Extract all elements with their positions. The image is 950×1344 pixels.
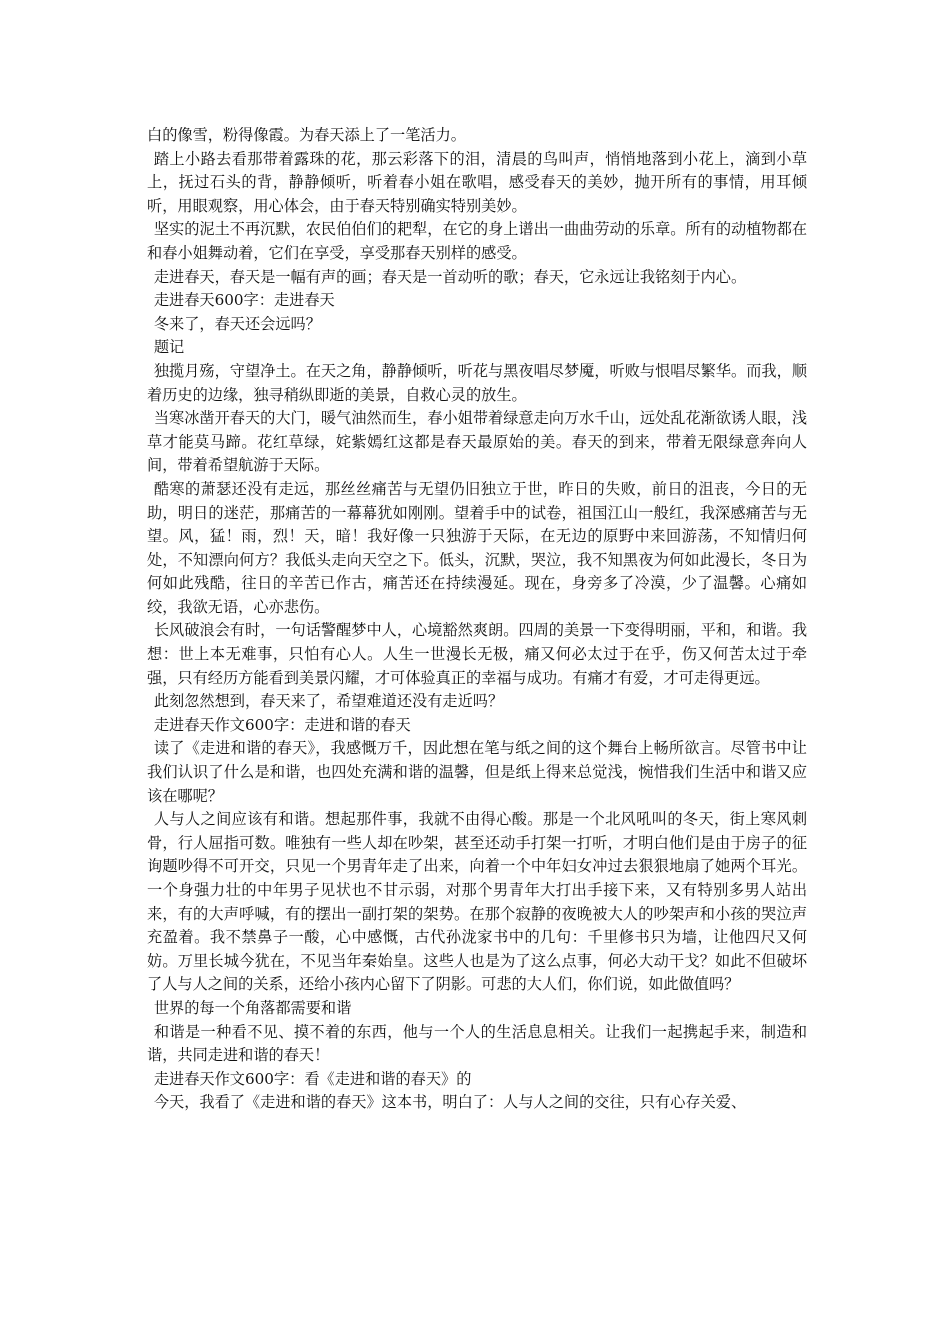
document-body bbox=[147, 124, 807, 1115]
paragraph-6: 冬来了，春天还会远吗？ bbox=[153, 314, 321, 333]
section-heading-1: 走进春天600字：走进春天 bbox=[153, 291, 335, 310]
paragraph-17: 和谐是一种看不见、摸不着的东西，他与一个人的生活息息相关。让我们一起携起手来，制造和谐，共同走进和谐的春天！ bbox=[147, 1022, 807, 1065]
paragraph-3: 坚实的泥土不再沉默，农民伯伯们的耙犁，在它的身上谱出一曲曲劳动的乐章。所有的动植物都在和春小姐舞动着，它们在享受，享受那春天别样的感受。 bbox=[147, 220, 807, 262]
section-heading-2: 走进春天作文600字：走进和谐的春天 bbox=[153, 715, 411, 734]
paragraph-15: 人与人之间应该有和谐。想起那件事，我就不由得心酸。那是一个北风吼叫的冬天，街上寒风刺骨，行人屈指可数。唯独有一些人却在吵架，甚至还动手打架一打听，才明白他们是由于房子的征询题吵得不可开交，只见一个男青年走了出来，向着一个中年妇女冲过去狠狠地扇了她两个耳光。一个身强力壮的中年男子见状也不甘示弱，对那个男青年大打出手接下来，又有特别多男人站出来，有的大声呼喊，有的摆出一副打架的架势。在那个寂静的夜晚被大人的吵架声和小孩的哭泣声充盈着。我不禁鼻子一酸，心中感慨，古代孙泷家书中的几句：千里修书只为墙，让他四尺又何妨。万里长城今犹在，不见当年秦始皇。这些人也是为了这么点事，何必大动干戈？如此不但破坏了人与人之间的关系，还给小孩内心留下了阴影。可悲的大人们，你们说，如此做值吗？ bbox=[147, 810, 807, 994]
paragraph-1: 白的像雪，粉得像霞。为春天添上了一笔活力。 bbox=[147, 126, 466, 144]
paragraph-19: 今天，我看了《走进和谐的春天》这本书，明白了：人与人之间的交往，只有心存关爱、 bbox=[153, 1093, 747, 1112]
paragraph-11: 长风破浪会有时，一句话警醒梦中人，心境豁然爽朗。四周的美景一下变得明丽，平和，和谐。我想：世上本无难事，只怕有心人。人生一世漫长无极，痛又何必太过于在乎，伤又何苦太过于牵强，只有经历方能看到美景闪耀，才可体验真正的幸福与成功。有痛才有爱，才可走得更远。 bbox=[147, 621, 807, 687]
paragraph-9: 当寒冰凿开春天的大门，暖气油然而生，春小姐带着绿意走向万水千山，远处乱花渐欲诱人眼，浅草才能莫马蹄。花红草绿，姹紫嫣红这都是春天最原始的美。春天的到来，带着无限绿意奔向人间，带着希望航游于天际。 bbox=[147, 409, 807, 475]
paragraph-2: 踏上小路去看那带着露珠的花，那云彩落下的泪，清晨的鸟叫声，悄悄地落到小花上，滴到小草上，抚过石头的背，静静倾听，听着春小姐在歌唱，感受春天的美妙，抛开所有的事情，用耳倾听，用眼观察，用心体会，由于春天特别确实特别美妙。 bbox=[147, 149, 807, 215]
paragraph-14: 读了《走进和谐的春天》，我感慨万千，因此想在笔与纸之间的这个舞台上畅所欲言。尽管书中让我们认识了什么是和谐，也四处充满和谐的温馨，但是纸上得来总觉浅，惋惜我们生活中和谐又应该在哪呢？ bbox=[147, 739, 807, 805]
paragraph-8: 独揽月殇，守望净土。在天之角，静静倾听，听花与黑夜唱尽梦魇，听败与恨唱尽繁华。而我，顺着历史的边缘，独寻稍纵即逝的美景，自救心灵的放生。 bbox=[147, 361, 807, 404]
paragraph-12: 此刻忽然想到，春天来了，希望难道还没有走近吗？ bbox=[153, 692, 504, 711]
section-heading-3: 走进春天作文600字：看《走进和谐的春天》的 bbox=[153, 1069, 472, 1088]
paragraph-4: 走进春天，春天是一幅有声的画；春天是一首动听的歌；春天，它永远让我铭刻于内心。 bbox=[153, 267, 747, 286]
paragraph-16: 世界的每一个角落都需要和谐 bbox=[153, 998, 352, 1017]
paragraph-10: 酷寒的萧瑟还没有走远，那丝丝痛苦与无望仍旧独立于世，昨日的失败，前日的沮丧，今日的无助，明日的迷茫，那痛苦的一幕幕犹如刚刚。望着手中的试卷，祖国江山一般红，我深感痛苦与无望。风，猛！雨，烈！天，暗！我好像一只独游于天际，在无边的原野中来回游荡，不知情归何处，不知漂向何方？我低头走向天空之下。低头，沉默，哭泣，我不知黑夜为何如此漫长，冬日为何如此残酷，往日的辛苦已作古，痛苦还在持续漫延。现在，身旁多了冷漠，少了温馨。心痛如绞，我欲无语，心亦悲伤。 bbox=[147, 479, 807, 616]
paragraph-7: 题记 bbox=[153, 338, 185, 357]
